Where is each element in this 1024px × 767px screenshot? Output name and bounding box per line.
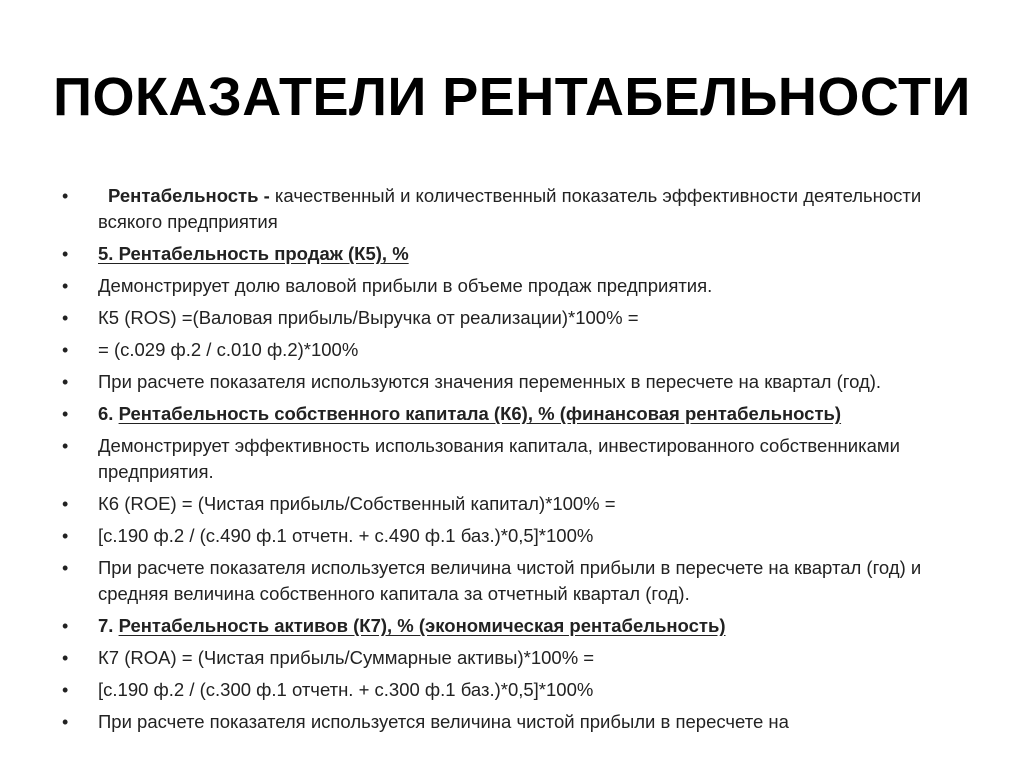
item-text: Демонстрирует эффективность использования капитала, инвестированного собственниками предприятия. <box>98 435 900 482</box>
section-number: 7. <box>98 615 114 636</box>
bullet-icon: • <box>62 308 69 328</box>
list-item <box>62 369 962 395</box>
list-item <box>62 337 962 363</box>
list-item <box>62 305 962 331</box>
list-item <box>62 241 962 267</box>
slide-title: ПОКАЗАТЕЛИ РЕНТАБЕЛЬНОСТИ <box>53 67 971 127</box>
item-text: При расчете показателя используются значения переменных в пересчете на квартал (год). <box>98 371 882 392</box>
bullet-icon: • <box>62 244 69 264</box>
bullet-icon: • <box>62 648 69 668</box>
section-heading: Рентабельность собственного капитала (К6), % (финансовая рентабельность) <box>118 403 842 424</box>
item-text: [с.190 ф.2 / (с.490 ф.1 отчетн. + с.490 ф.1 баз.)*0,5]*100% <box>98 525 594 546</box>
section-heading: Рентабельность активов (К7), % (экономическая рентабельность) <box>118 615 726 636</box>
bullet-icon: • <box>62 404 69 424</box>
list-item <box>62 677 962 703</box>
list-item <box>62 183 962 235</box>
item-text: К5 (ROS) =(Валовая прибыль/Выручка от реализации)*100% = <box>98 307 639 328</box>
list-item <box>62 273 962 299</box>
item-text: [с.190 ф.2 / (с.300 ф.1 отчетн. + с.300 ф.1 баз.)*0,5]*100% <box>98 679 594 700</box>
bullet-icon: • <box>62 494 69 514</box>
bullet-icon: • <box>62 680 69 700</box>
section-number: 6. <box>98 403 114 424</box>
bullet-icon: • <box>62 276 69 296</box>
list-item <box>62 709 962 735</box>
item-text: К7 (ROA) = (Чистая прибыль/Суммарные активы)*100% = <box>98 647 595 668</box>
item-text: При расчете показателя используется величина чистой прибыли в пересчете на квартал (год) и средняя величина собственного капитала за отчетный квартал (год). <box>98 557 922 604</box>
list-item <box>62 433 962 485</box>
item-text: Демонстрирует долю валовой прибыли в объеме продаж предприятия. <box>98 275 713 296</box>
bullet-icon: • <box>62 436 69 456</box>
list-item <box>62 555 962 607</box>
bullet-icon: • <box>62 558 69 578</box>
list-item <box>62 523 962 549</box>
item-text: = (с.029 ф.2 / с.010 ф.2)*100% <box>98 339 359 360</box>
bullet-icon: • <box>62 616 69 636</box>
list-item <box>62 645 962 671</box>
bullet-icon: • <box>62 186 69 206</box>
item-text: качественный и количественный показатель эффективности деятельности всякого предприятия <box>98 185 922 232</box>
list-item <box>62 491 962 517</box>
bullet-icon: • <box>62 340 69 360</box>
bullet-list <box>62 183 962 741</box>
item-text: При расчете показателя используется величина чистой прибыли в пересчете на <box>98 711 789 732</box>
bullet-icon: • <box>62 526 69 546</box>
section-heading: 5. Рентабельность продаж (К5), % <box>98 243 409 264</box>
item-text: К6 (ROE) = (Чистая прибыль/Собственный капитал)*100% = <box>98 493 616 514</box>
list-item <box>62 613 962 639</box>
list-item <box>62 401 962 427</box>
bullet-icon: • <box>62 372 69 392</box>
bullet-icon: • <box>62 712 69 732</box>
definition-term: Рентабельность - <box>108 185 270 206</box>
